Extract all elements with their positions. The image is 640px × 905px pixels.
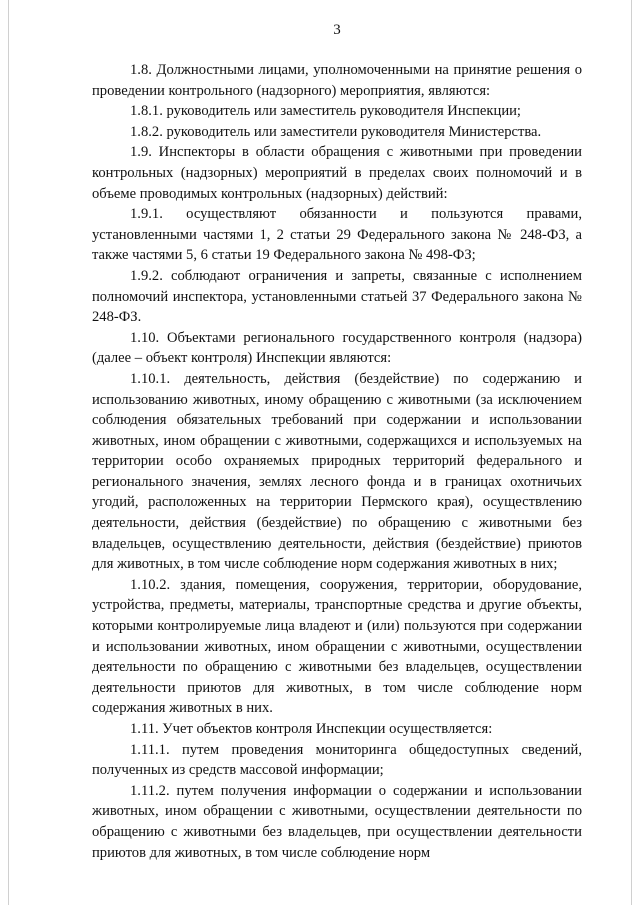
page-right-edge: [631, 0, 632, 905]
paragraph-1-11: 1.11. Учет объектов контроля Инспекции осуществляется:: [130, 721, 493, 737]
document-body: [92, 60, 582, 863]
document-page: [92, 0, 582, 905]
paragraph-1-9-2: 1.9.2. соблюдают ограничения и запреты, связанные с исполнением полномочий инспектора, установленными статьей 37 Федерального закона № 248-ФЗ.: [92, 267, 582, 326]
paragraph-1-8-1: 1.8.1. руководитель или заместитель руководителя Инспекции;: [130, 103, 521, 120]
paragraph-1-11-2: 1.11.2. путем получения информации о содержании и использовании животных, ином обращении с животными, осуществлении деятельности по обращению с животными без владельцев, при осуществлении деятельности приютов для животных, в том числе соблюдение норм: [92, 782, 582, 861]
paragraph-1-10-1: 1.10.1. деятельность, действия (бездействие) по содержанию и использованию животных, иному обращению с животными (за исключением соблюдения обязательных требований при содержании и использовании животных, ином обращении с животными, содержащихся и используемых на территории особо охраняемых природных территорий федерального и регионального значения, землях лесного фонда и в границах охотничьих угодий, расположенных на территории Пермского края), осуществлению деятельности, действия (бездействие) по обращению с животными без владельцев, осуществлению деятельности, действия (бездействие) приютов для животных, в том числе соблюдение норм содержания животных в них;: [92, 370, 582, 573]
paragraph-1-10: 1.10. Объектами регионального государственного контроля (надзора) (далее – объект контроля) Инспекции являются:: [92, 329, 582, 367]
paragraph-1-11-1: 1.11.1. путем проведения мониторинга общедоступных сведений, полученных из средств массовой информации;: [92, 741, 582, 779]
paragraph-1-8-2: 1.8.2. руководитель или заместители руководителя Министерства.: [130, 123, 542, 140]
page-number: 3: [333, 22, 341, 38]
page-left-edge: [8, 0, 9, 905]
paragraph-1-10-2: 1.10.2. здания, помещения, сооружения, территории, оборудование, устройства, предметы, материалы, транспортные средства и другие объекты, которыми контролируемые лица владеют и (или) пользуются при содержании и использовании животных, ином обращении с животными, осуществлении деятельности по обращению с животными без владельцев, осуществлении деятельности приютов для животных, в том числе соблюдение норм содержания животных в них.: [92, 576, 582, 717]
paragraph-1-8: 1.8. Должностными лицами, уполномоченными на принятие решения о проведении контрольного (надзорного) мероприятия, являются:: [92, 62, 582, 99]
paragraph-1-9-1: 1.9.1. осуществляют обязанности и пользуются правами, установленными частями 1, 2 статьи 29 Федерального закона № 248-ФЗ, а также частями 5, 6 статьи 19 Федерального закона № 498-ФЗ;: [92, 206, 582, 264]
paragraph-1-9: 1.9. Инспекторы в области обращения с животными при проведении контрольных (надзорных) мероприятий в пределах своих полномочий и в объеме проводимых контрольных (надзорных) действий:: [92, 144, 582, 202]
